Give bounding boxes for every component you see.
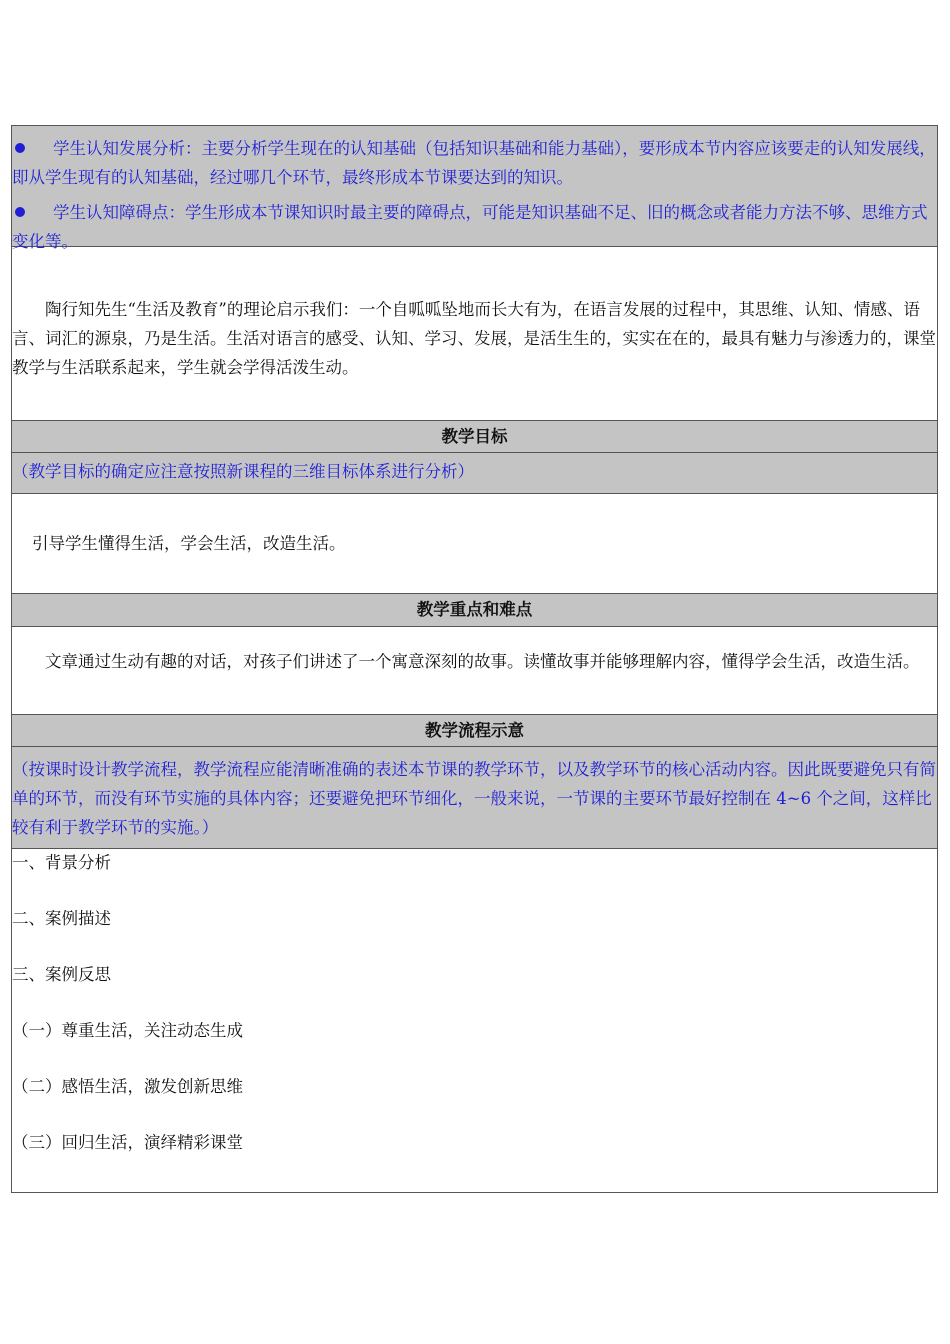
process-step: 三、案例反思 [12,965,111,984]
cognitive-development-item [12,134,937,192]
key-points-content: 文章通过生动有趣的对话，对孩子们讲述了一个寓意深刻的故事。读懂故事并能够理解内容，懂得学会生活，改造生活。 [45,652,920,671]
bullet-icon [15,143,25,153]
tao-theory-paragraph: 陶行知先生“生活及教育”的理论启示我们：一个自呱呱坠地而长大有为，在语言发展的过程中，其思维、认知、情感、语言、词汇的源泉，乃是生活。生活对语言的感受、认知、学习、发展，是活生生的，实实在在的，最具有魅力与渗透力的，课堂教学与生活联系起来，学生就会学得活泼生动。 [12,300,936,377]
objectives-content-row [12,494,937,594]
key-points-header-row [12,594,937,627]
student-analysis-section [12,126,937,251]
tao-theory-section [12,247,937,421]
process-step: （三）回归生活，演绎精彩课堂 [12,1133,243,1152]
objectives-hint: （教学目标的确定应注意按照新课程的三维目标体系进行分析） [12,462,474,481]
lesson-plan-table [11,125,938,1193]
cognitive-obstacles-text: 学生认知障碍点：学生形成本节课知识时最主要的障碍点，可能是知识基础不足、旧的概念或者能力方法不够、思维方式变化等。 [12,203,928,251]
bullet-icon [15,207,25,217]
key-points-content-row [12,627,937,715]
process-hint: （按课时设计教学流程，教学流程应能清晰准确的表述本节课的教学环节，以及教学环节的核心活动内容。因此既要避免只有简单的环节，而没有环节实施的具体内容；还要避免把环节细化，一般来说，一节课的主要环节最好控制在 4~6 个之间，这样比较有利于教学环节的实施。） [12,760,936,837]
objectives-header: 教学目标 [441,427,508,446]
process-step: 一、背景分析 [12,853,111,872]
cognitive-development-text: 学生认知发展分析：主要分析学生现在的认知基础（包括知识基础和能力基础），要形成本节内容应该要走的认知发展线，即从学生现有的认知基础，经过哪几个环节，最终形成本节课要达到的知识。 [12,139,936,187]
key-points-header: 教学重点和难点 [416,600,533,619]
process-step: （一）尊重生活，关注动态生成 [12,1021,243,1040]
process-step: （二）感悟生活，激发创新思维 [12,1077,243,1096]
objectives-header-row [12,421,937,453]
process-hint-row [12,747,937,849]
process-header-row [12,715,937,747]
process-steps-row [12,849,937,1192]
process-header: 教学流程示意 [425,721,524,740]
process-step: 二、案例描述 [12,909,111,928]
objectives-content: 引导学生懂得生活，学会生活，改造生活。 [32,534,346,553]
objectives-hint-row [12,453,937,494]
